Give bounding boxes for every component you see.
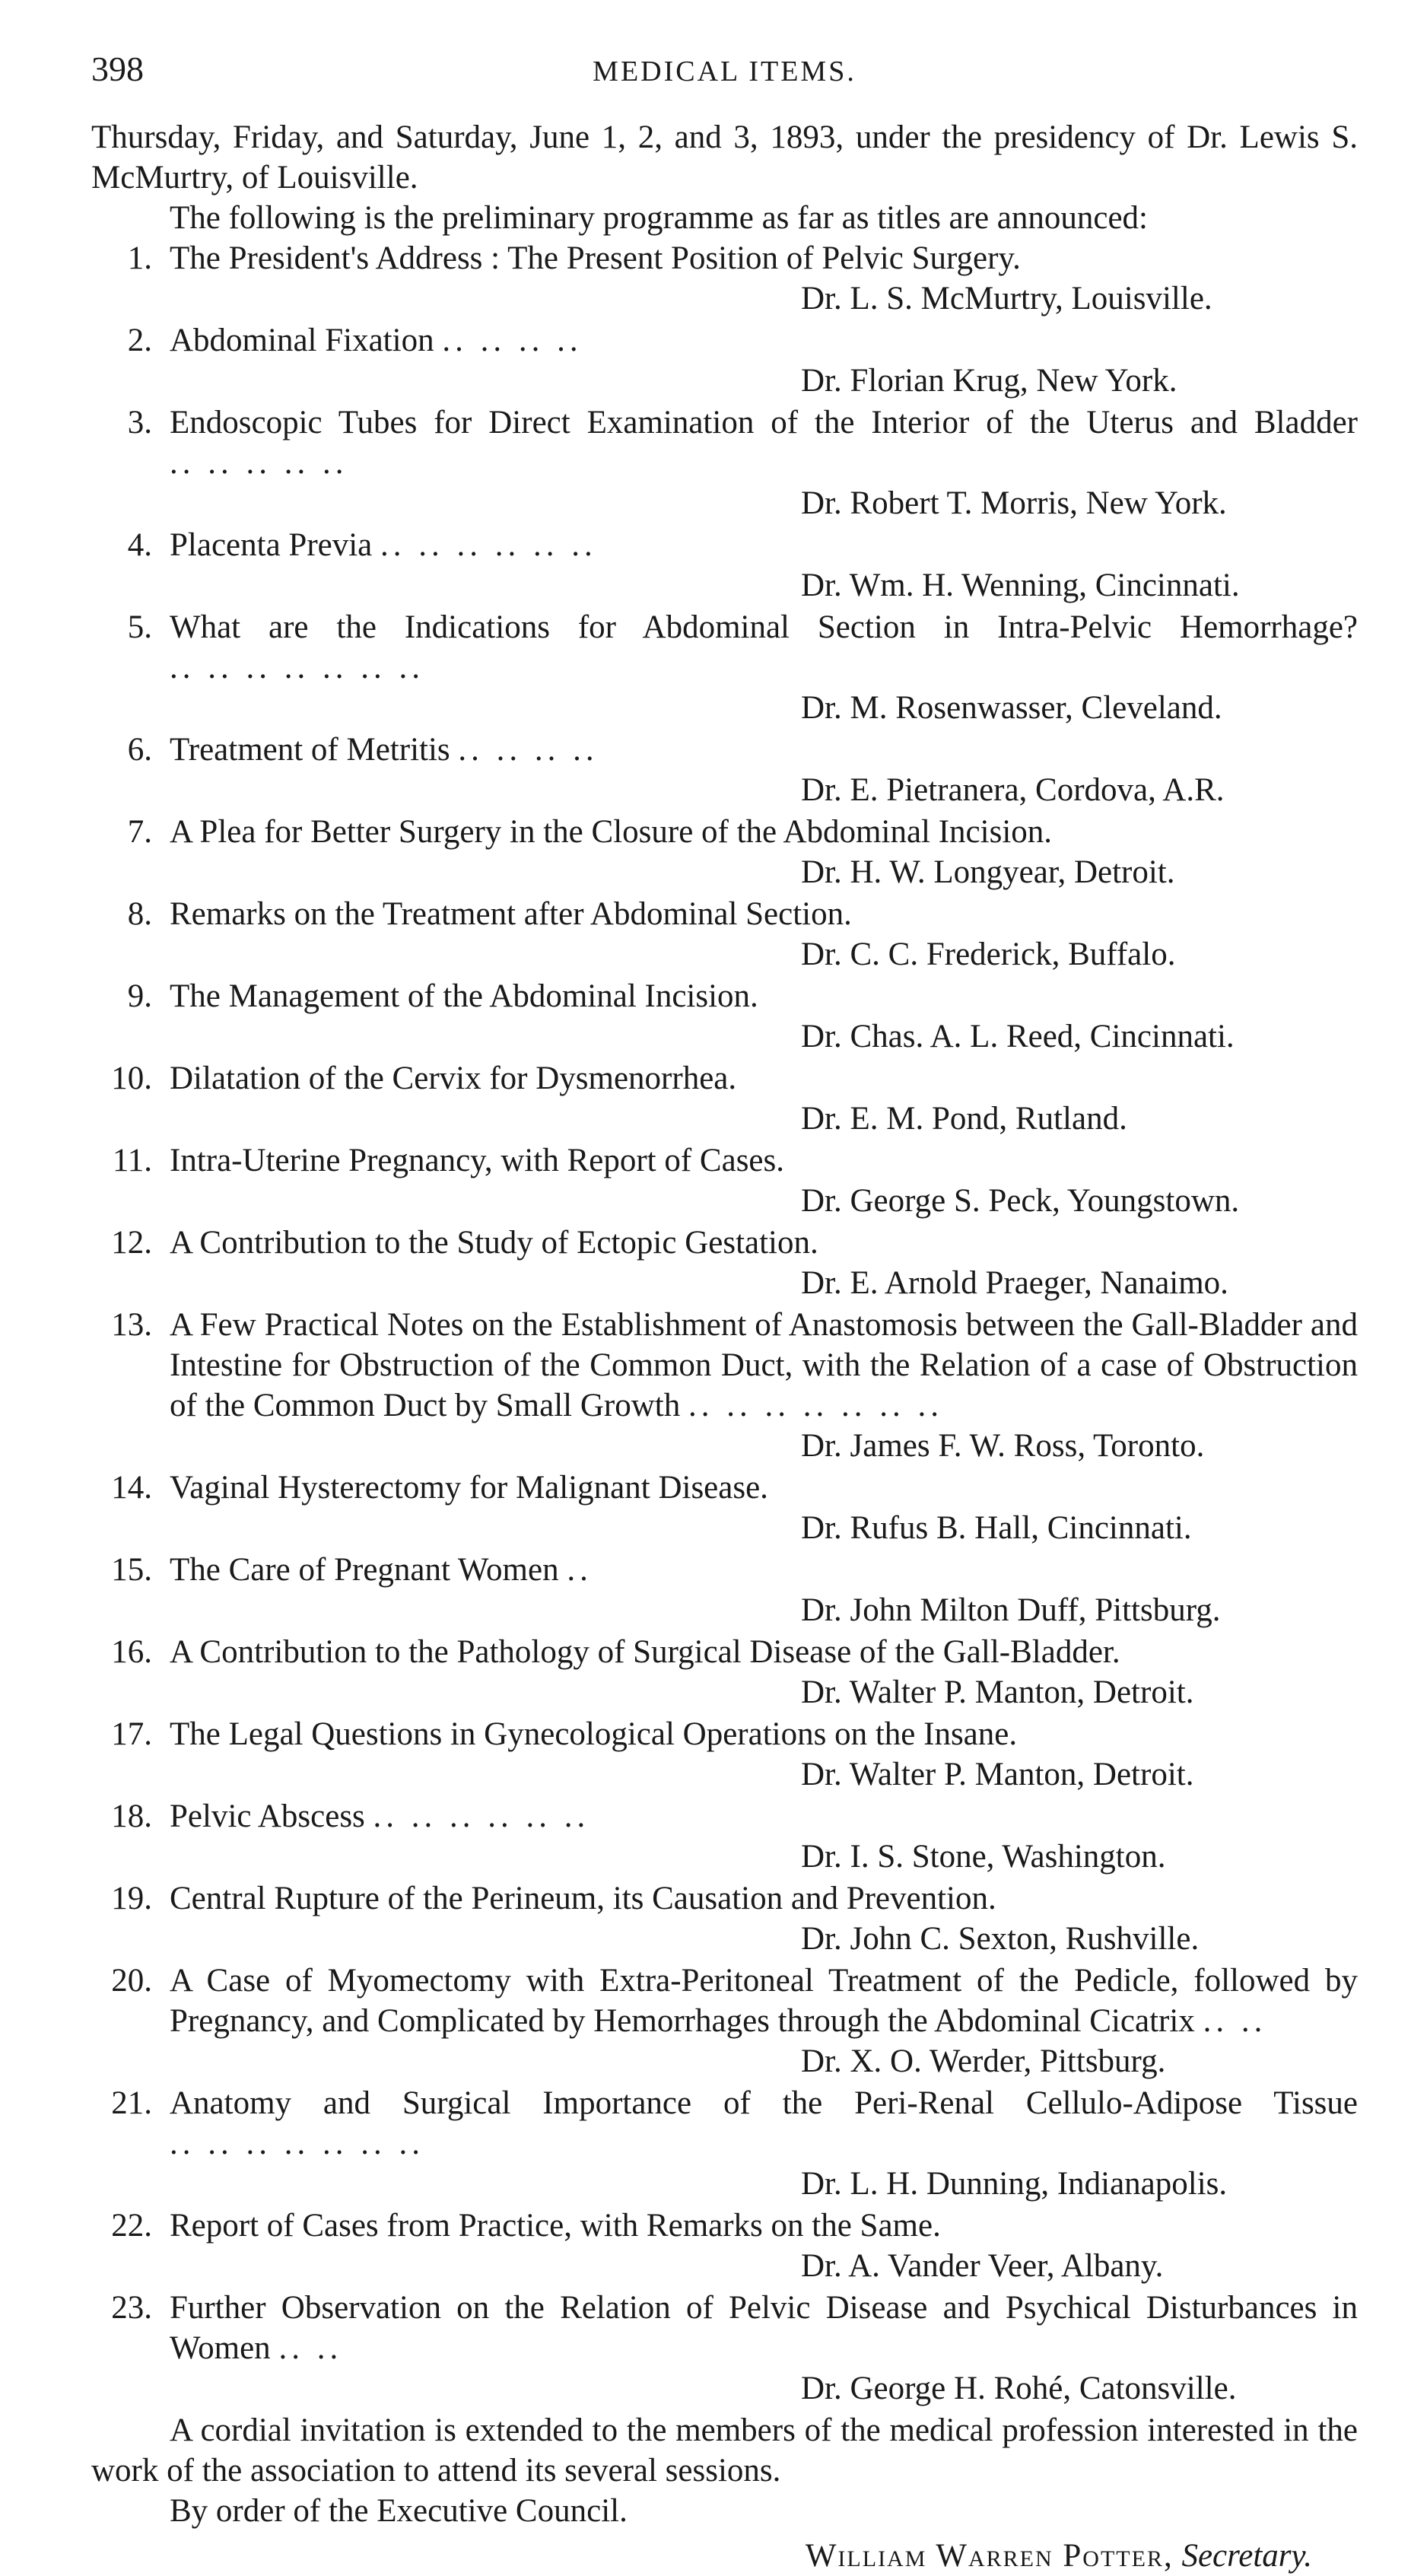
order-line: By order of the Executive Council. xyxy=(170,2493,628,2529)
item-title xyxy=(170,607,1358,688)
item-title-text: Placenta Previa xyxy=(170,527,373,563)
item-number: 12. xyxy=(111,1225,152,1261)
item-author: Dr. L. H. Dunning, Indianapolis. xyxy=(801,2166,1228,2202)
running-head: MEDICAL ITEMS. xyxy=(593,56,856,87)
programme-item xyxy=(91,607,1358,728)
item-number: 5. xyxy=(127,609,152,645)
programme-item xyxy=(91,320,1358,401)
item-number: 15. xyxy=(111,1552,152,1588)
item-title xyxy=(170,976,1358,1016)
item-author: Dr. James F. W. Ross, Toronto. xyxy=(801,1428,1205,1464)
item-number: 3. xyxy=(127,405,152,440)
item-title-text: The Care of Pregnant Women xyxy=(170,1552,559,1588)
item-number: 8. xyxy=(127,896,152,932)
programme-item xyxy=(91,1058,1358,1139)
programme-item xyxy=(91,1140,1358,1221)
dot-leaders: .. .. .. .. .. xyxy=(170,445,348,481)
item-title xyxy=(170,1305,1358,1426)
item-number: 13. xyxy=(111,1307,152,1343)
item-author: Dr. M. Rosenwasser, Cleveland. xyxy=(801,690,1222,726)
item-title-text: A Contribution to the Study of Ectopic Gestation. xyxy=(170,1225,818,1261)
item-author: Dr. George H. Rohé, Catonsville. xyxy=(801,2371,1237,2406)
item-title xyxy=(170,1140,1358,1181)
item-number: 4. xyxy=(127,527,152,563)
item-title xyxy=(170,1223,1358,1263)
item-number: 22. xyxy=(111,2208,152,2244)
item-number: 6. xyxy=(127,732,152,768)
item-title-text: Anatomy and Surgical Importance of the Peri-Renal Cellulo-Adipose Tissue xyxy=(170,2085,1358,2121)
dot-leaders: .. .. .. .. .. .. xyxy=(373,1798,590,1834)
item-number: 11. xyxy=(112,1143,152,1178)
item-title xyxy=(170,2083,1358,2164)
item-title-text: Treatment of Metritis xyxy=(170,732,450,768)
item-title xyxy=(170,320,1358,361)
dot-leaders: .. .. xyxy=(278,2330,343,2366)
item-number: 16. xyxy=(111,1634,152,1670)
item-title xyxy=(170,2206,1358,2246)
invitation-paragraph: A cordial invitation is extended to the members of the medical profession interested in the work of the association to attend its several sessions. xyxy=(91,2412,1358,2489)
item-title xyxy=(170,812,1358,852)
programme-item xyxy=(91,1878,1358,1959)
item-author: Dr. H. W. Longyear, Detroit. xyxy=(801,854,1175,890)
item-title xyxy=(170,1632,1358,1672)
item-title-text: The Legal Questions in Gynecological Operations on the Insane. xyxy=(170,1716,1018,1752)
signature xyxy=(91,2536,1358,2576)
item-title xyxy=(170,1468,1358,1508)
item-number: 14. xyxy=(111,1470,152,1506)
programme-item xyxy=(91,402,1358,523)
programme-list xyxy=(91,238,1358,2409)
programme-item xyxy=(91,1305,1358,1466)
item-number: 19. xyxy=(111,1881,152,1916)
item-title-text: The President's Address : The Present Position of Pelvic Surgery. xyxy=(170,240,1021,276)
item-author: Dr. Florian Krug, New York. xyxy=(801,363,1177,399)
programme-item xyxy=(91,1714,1358,1795)
item-title-text: A Plea for Better Surgery in the Closure of the Abdominal Incision. xyxy=(170,814,1053,850)
dot-leaders: .. .. .. .. .. .. .. xyxy=(170,650,424,685)
item-title-text: Pelvic Abscess xyxy=(170,1798,365,1834)
item-number: 9. xyxy=(127,978,152,1014)
programme-item xyxy=(91,1961,1358,2081)
item-author: Dr. Rufus B. Hall, Cincinnati. xyxy=(801,1510,1192,1546)
item-title xyxy=(170,1961,1358,2041)
item-author: Dr. E. Arnold Praeger, Nanaimo. xyxy=(801,1265,1228,1301)
item-title-text: Further Observation on the Relation of Pelvic Disease and Psychical Disturbances in Women xyxy=(170,2290,1358,2366)
item-title xyxy=(170,1878,1358,1919)
programme-item xyxy=(91,1796,1358,1877)
programme-item xyxy=(91,1550,1358,1630)
item-title xyxy=(170,1714,1358,1754)
programme-intro: The following is the preliminary programme as far as titles are announced: xyxy=(170,200,1148,236)
item-author: Dr. Chas. A. L. Reed, Cincinnati. xyxy=(801,1019,1235,1054)
item-number: 20. xyxy=(111,1963,152,1999)
item-title xyxy=(170,730,1358,770)
item-title xyxy=(170,894,1358,934)
item-author: Dr. E. M. Pond, Rutland. xyxy=(801,1101,1127,1137)
item-number: 21. xyxy=(111,2085,152,2121)
dot-leaders: .. .. .. .. xyxy=(458,732,599,768)
page-header xyxy=(91,49,1358,117)
item-title-text: Remarks on the Treatment after Abdominal Section. xyxy=(170,896,852,932)
dot-leaders: .. .. .. .. .. .. .. xyxy=(688,1388,943,1423)
programme-item xyxy=(91,238,1358,319)
item-author: Dr. C. C. Frederick, Buffalo. xyxy=(801,937,1176,972)
item-title-text: A Case of Myomectomy with Extra-Peritoneal Treatment of the Pedicle, followed by Pregnancy, and Complicated by Hemorrhages through the Abdominal Cicatrix xyxy=(170,1963,1358,2039)
signature-title: Secretary. xyxy=(1181,2538,1312,2574)
item-title-text: Dilatation of the Cervix for Dysmenorrhea. xyxy=(170,1061,737,1096)
programme-item xyxy=(91,894,1358,975)
dot-leaders: .. .. .. .. xyxy=(442,323,583,358)
item-title xyxy=(170,525,1358,565)
item-number: 2. xyxy=(127,323,152,358)
dot-leaders: .. .. xyxy=(1203,2003,1267,2039)
item-title xyxy=(170,1058,1358,1099)
item-number: 7. xyxy=(127,814,152,850)
item-number: 17. xyxy=(111,1716,152,1752)
item-title-text: The Management of the Abdominal Incision. xyxy=(170,978,758,1014)
item-title-text: Endoscopic Tubes for Direct Examination of the Interior of the Uterus and Bladder xyxy=(170,405,1358,440)
item-number: 10. xyxy=(111,1061,152,1096)
programme-item xyxy=(91,812,1358,892)
page-number: 398 xyxy=(91,49,144,88)
item-title-text: Abdominal Fixation xyxy=(170,323,434,358)
signature-name: William Warren Potter, xyxy=(805,2538,1174,2574)
item-title-text: A Contribution to the Pathology of Surgical Disease of the Gall-Bladder. xyxy=(170,1634,1120,1670)
intro-paragraph: Thursday, Friday, and Saturday, June 1, 2, and 3, 1893, under the presidency of Dr. Lewis S. McMurtry, of Louisville. xyxy=(91,119,1358,196)
programme-item xyxy=(91,2206,1358,2286)
programme-item xyxy=(91,976,1358,1057)
item-number: 1. xyxy=(127,240,152,276)
item-author: Dr. Walter P. Manton, Detroit. xyxy=(801,1757,1194,1792)
item-author: Dr. X. O. Werder, Pittsburg. xyxy=(801,2043,1166,2079)
item-author: Dr. Wm. H. Wenning, Cincinnati. xyxy=(801,568,1240,603)
item-author: Dr. I. S. Stone, Washington. xyxy=(801,1839,1166,1875)
programme-item xyxy=(91,2083,1358,2204)
item-author: Dr. Walter P. Manton, Detroit. xyxy=(801,1674,1194,1710)
item-number: 18. xyxy=(111,1798,152,1834)
item-title xyxy=(170,1550,1358,1590)
dot-leaders: .. xyxy=(567,1552,593,1588)
item-title-text: A Few Practical Notes on the Establishment of Anastomosis between the Gall-Bladder and Intestine for Obstruction of the Common Duct, with the Relation of a case of Obstruction of the Common Duct by Small Growth xyxy=(170,1307,1358,1423)
dot-leaders: .. .. .. .. .. .. xyxy=(380,527,597,563)
item-author: Dr. John Milton Duff, Pittsburg. xyxy=(801,1592,1221,1628)
programme-item xyxy=(91,1223,1358,1303)
programme-item xyxy=(91,1632,1358,1713)
item-author: Dr. John C. Sexton, Rushville. xyxy=(801,1921,1200,1957)
programme-item xyxy=(91,525,1358,606)
item-author: Dr. George S. Peck, Youngstown. xyxy=(801,1183,1240,1219)
item-author: Dr. Robert T. Morris, New York. xyxy=(801,485,1227,521)
programme-item xyxy=(91,730,1358,810)
item-title-text: Intra-Uterine Pregnancy, with Report of Cases. xyxy=(170,1143,784,1178)
programme-item xyxy=(91,2288,1358,2409)
item-title-text: Vaginal Hysterectomy for Malignant Disease. xyxy=(170,1470,768,1506)
item-author: Dr. E. Pietranera, Cordova, A.R. xyxy=(801,772,1225,808)
item-author: Dr. A. Vander Veer, Albany. xyxy=(801,2248,1164,2284)
item-title xyxy=(170,2288,1358,2368)
item-title-text: What are the Indications for Abdominal Section in Intra-Pelvic Hemorrhage? xyxy=(170,609,1358,645)
item-title xyxy=(170,402,1358,483)
programme-item xyxy=(91,1468,1358,1548)
item-title xyxy=(170,238,1358,278)
item-title xyxy=(170,1796,1358,1837)
item-title-text: Report of Cases from Practice, with Remarks on the Same. xyxy=(170,2208,941,2244)
item-author: Dr. L. S. McMurtry, Louisville. xyxy=(801,281,1212,316)
item-title-text: Central Rupture of the Perineum, its Causation and Prevention. xyxy=(170,1881,996,1916)
item-number: 23. xyxy=(111,2290,152,2326)
dot-leaders: .. .. .. .. .. .. .. xyxy=(170,2126,424,2161)
